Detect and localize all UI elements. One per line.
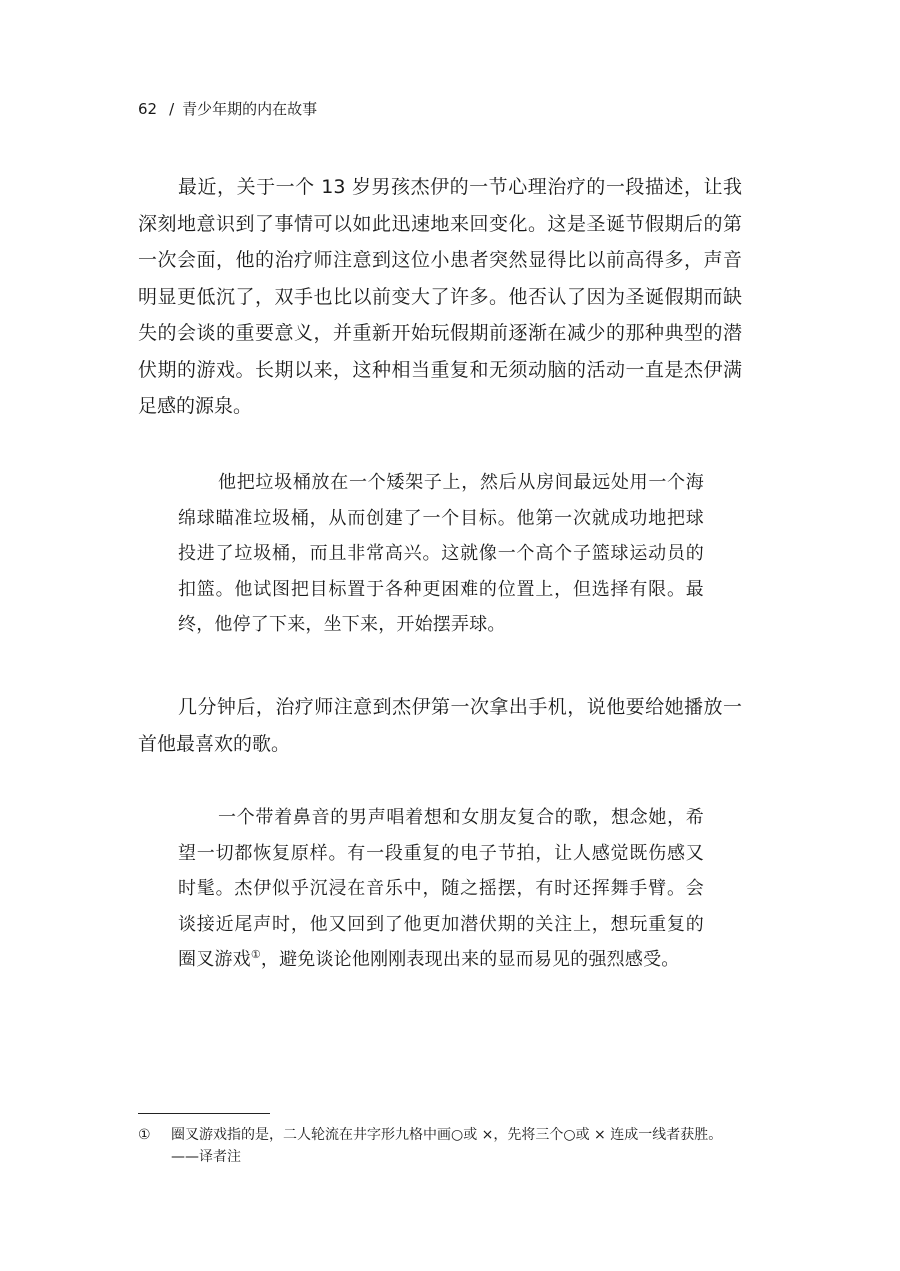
block-quote-1: 他把垃圾桶放在一个矮架子上，然后从房间最远处用一个海绵球瞄准垃圾桶，从而创建了一个目标。他第一次就成功地把球投进了垃圾桶，而且非常高兴。这就像一个高个子篮球运动员的扣篮。他试图把目标置于各种更困难的位置上，但选择有限。最终，他停了下来，坐下来，开始摆弄球。 bbox=[178, 472, 704, 635]
footnote-reference-marker[interactable]: ① bbox=[250, 948, 261, 961]
footnote-number: ① bbox=[138, 1127, 151, 1143]
block-quote-2-text-b: ，避免谈论他刚刚表现出来的显而易见的强烈感受。 bbox=[260, 949, 680, 970]
footnote-text: 圈叉游戏指的是，二人轮流在井字形九格中画○或 ×，先将三个○或 × 连成一线者获胜。——译者注 bbox=[171, 1127, 723, 1165]
block-quote-2 bbox=[178, 800, 704, 978]
header-separator: / bbox=[169, 100, 175, 118]
book-title: 青少年期的内在故事 bbox=[182, 100, 318, 118]
running-header bbox=[138, 99, 317, 119]
footnote-divider bbox=[138, 1113, 270, 1114]
body-paragraph-1: 最近，关于一个 13 岁男孩杰伊的一节心理治疗的一段描述，让我深刻地意识到了事情可以如此迅速地来回变化。这是圣诞节假期后的第一次会面，他的治疗师注意到这位小患者突然显得比以前高得多，声音明显更低沉了，双手也比以前变大了许多。他否认了因为圣诞假期而缺失的会谈的重要意义，并重新开始玩假期前逐渐在减少的那种典型的潜伏期的游戏。长期以来，这种相当重复和无须动脑的活动一直是杰伊满足感的源泉。 bbox=[138, 176, 742, 417]
footnote bbox=[138, 1124, 748, 1168]
page-number: 62 bbox=[138, 100, 158, 118]
body-paragraph-2: 几分钟后，治疗师注意到杰伊第一次拿出手机，说他要给她播放一首他最喜欢的歌。 bbox=[138, 696, 742, 755]
block-quote-2-text-a: 一个带着鼻音的男声唱着想和女朋友复合的歌，想念她，希望一切都恢复原样。有一段重复的电子节拍，让人感觉既伤感又时髦。杰伊似乎沉浸在音乐中，随之摇摆，有时还挥舞手臂。会谈接近尾声时，他又回到了他更加潜伏期的关注上，想玩重复的圈叉游戏 bbox=[178, 807, 704, 970]
